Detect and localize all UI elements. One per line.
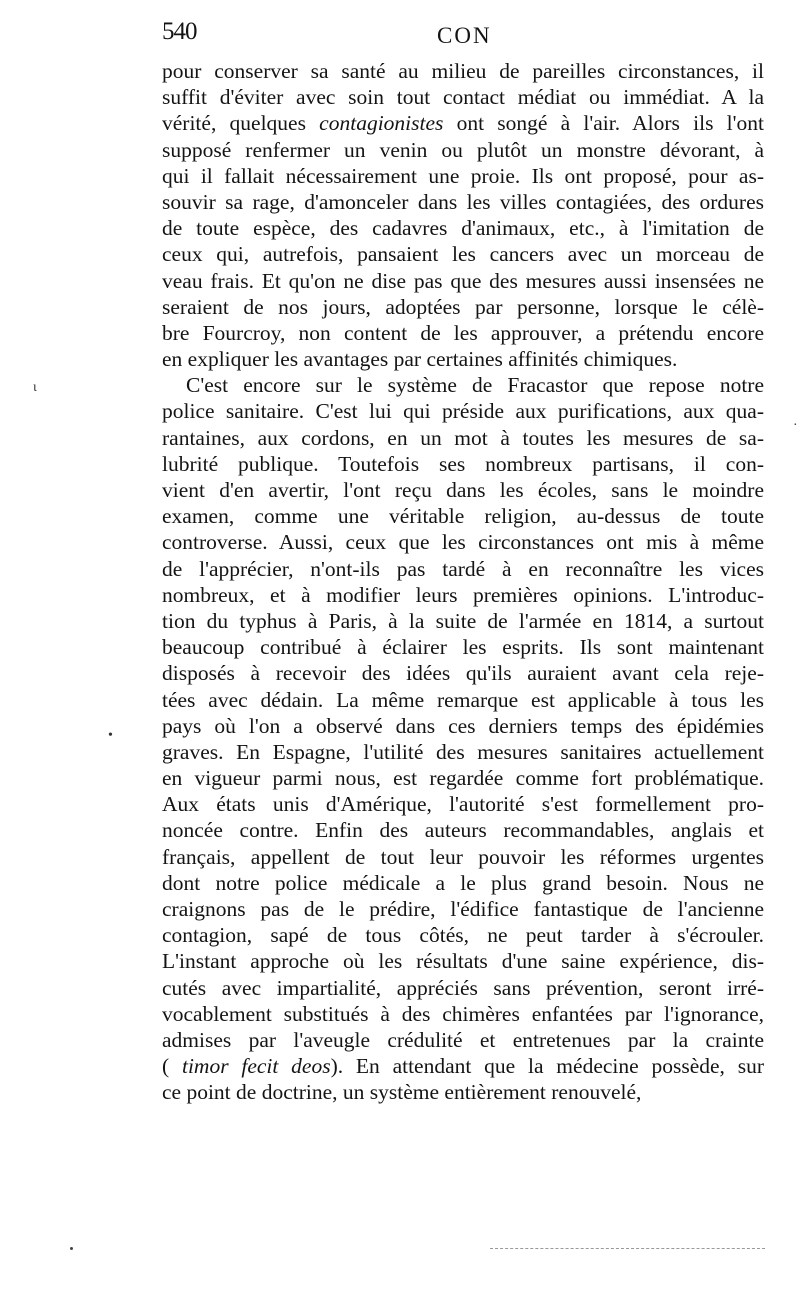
text-line: tion du typhus à Paris, à la suite de l'armée en 1814, a surtout — [162, 608, 764, 633]
text-line: dont notre police médicale a le plus grand besoin. Nous ne — [162, 870, 764, 895]
text-line: cutés avec impartialité, appréciés sans prévention, seront irré- — [162, 975, 764, 1000]
margin-mark: · — [793, 418, 798, 433]
text-line: vérité, quelques contagionistes ont songé à l'air. Alors ils l'ont — [162, 111, 764, 136]
text-line: Aux états unis d'Amérique, l'autorité s'est formellement pro- — [162, 792, 764, 817]
body-text — [162, 58, 764, 1106]
text-line: veau frais. Et qu'on ne dise pas que des mesures aussi insensées ne — [162, 268, 764, 293]
text-line: contagion, sapé de tous côtés, ne peut tarder à s'écrouler. — [162, 923, 764, 948]
text-line: rantaines, aux cordons, en un mot à toutes les mesures de sa- — [162, 425, 764, 450]
text-line: craignons pas de le prédire, l'édifice fantastique de l'ancienne — [162, 897, 764, 921]
running-head: CON — [437, 23, 492, 48]
italic-text: contagionistes — [319, 111, 444, 136]
text-line: pour conserver sa santé au milieu de pareilles circonstances, il — [162, 59, 764, 83]
text-line: nombreux, et à modifier leurs premières opinions. L'introduc- — [162, 582, 764, 607]
text-line: examen, comme une véritable religion, au-dessus de toute — [162, 504, 764, 529]
text-line: noncée contre. Enfin des auteurs recommandables, anglais et — [162, 818, 764, 843]
margin-mark: • — [108, 728, 113, 743]
text-line: seraient de nos jours, adoptées par personne, lorsque le célè- — [162, 294, 764, 319]
text-line: français, appellent de tout leur pouvoir les réformes urgentes — [162, 844, 764, 869]
text-line: pays où l'on a observé dans ces derniers temps des épidémies — [162, 713, 764, 738]
text-line: qui il fallait nécessairement une proie. Ils ont proposé, pour as- — [162, 163, 764, 188]
text-line: vient d'en avertir, l'ont reçu dans les écoles, sans le moindre — [162, 478, 764, 502]
text-line: souvir sa rage, d'amonceler dans les villes contagiées, des ordures — [162, 189, 764, 214]
text-line: graves. En Espagne, l'utilité des mesures sanitaires actuellement — [162, 739, 764, 764]
text-line: en vigueur parmi nous, est regardée comme fort problématique. — [162, 766, 764, 791]
text-line: de toute espèce, des cadavres d'animaux, etc., à l'imitation de — [162, 216, 764, 241]
text-line: suffit d'éviter avec soin tout contact médiat ou immédiat. A la — [162, 85, 764, 110]
text-line: ce point de doctrine, un système entièrement renouvelé, — [162, 1080, 642, 1105]
text-line: admises par l'aveugle crédulité et entretenues par la crainte — [162, 1027, 764, 1052]
page-header — [162, 18, 762, 52]
bottom-rule — [490, 1248, 765, 1249]
text-line: ceux qui, autrefois, pansaient les cancers avec un morceau de — [162, 242, 764, 267]
text-line: en expliquer les avantages par certaines affinités chimiques. — [162, 347, 678, 372]
text-line: L'instant approche où les résultats d'une saine expérience, dis- — [162, 949, 764, 974]
margin-mark: ι — [33, 380, 37, 395]
text-line: beaucoup contribué à éclairer les esprits. Ils sont maintenant — [162, 635, 764, 660]
text-line: supposé renfermer un venin ou plutôt un monstre dévorant, à — [162, 137, 764, 162]
margin-dot — [70, 1247, 73, 1250]
italic-text: timor fecit deos — [181, 1054, 331, 1079]
text-line: tées avec dédain. La même remarque est applicable à tous les — [162, 687, 764, 712]
text-line: disposés à recevoir des idées qu'ils auraient avant cela reje- — [162, 661, 764, 686]
text-line: ( timor fecit deos). En attendant que la médecine possède, sur — [162, 1054, 764, 1079]
text-line: vocablement substitués à des chimères enfantées par l'ignorance, — [162, 1001, 764, 1026]
text-line: lubrité publique. Toutefois ses nombreux partisans, il con- — [162, 451, 764, 476]
text-line: de l'apprécier, n'ont-ils pas tardé à en reconnaître les vices — [162, 556, 764, 581]
page-number: 540 — [162, 18, 197, 45]
text-line: C'est encore sur le système de Fracastor que repose notre — [186, 373, 764, 398]
text-line: police sanitaire. C'est lui qui préside aux purifications, aux qua- — [162, 399, 764, 424]
text-line: bre Fourcroy, non content de les approuver, a prétendu encore — [162, 320, 764, 345]
text-line: controverse. Aussi, ceux que les circonstances ont mis à même — [162, 530, 764, 555]
